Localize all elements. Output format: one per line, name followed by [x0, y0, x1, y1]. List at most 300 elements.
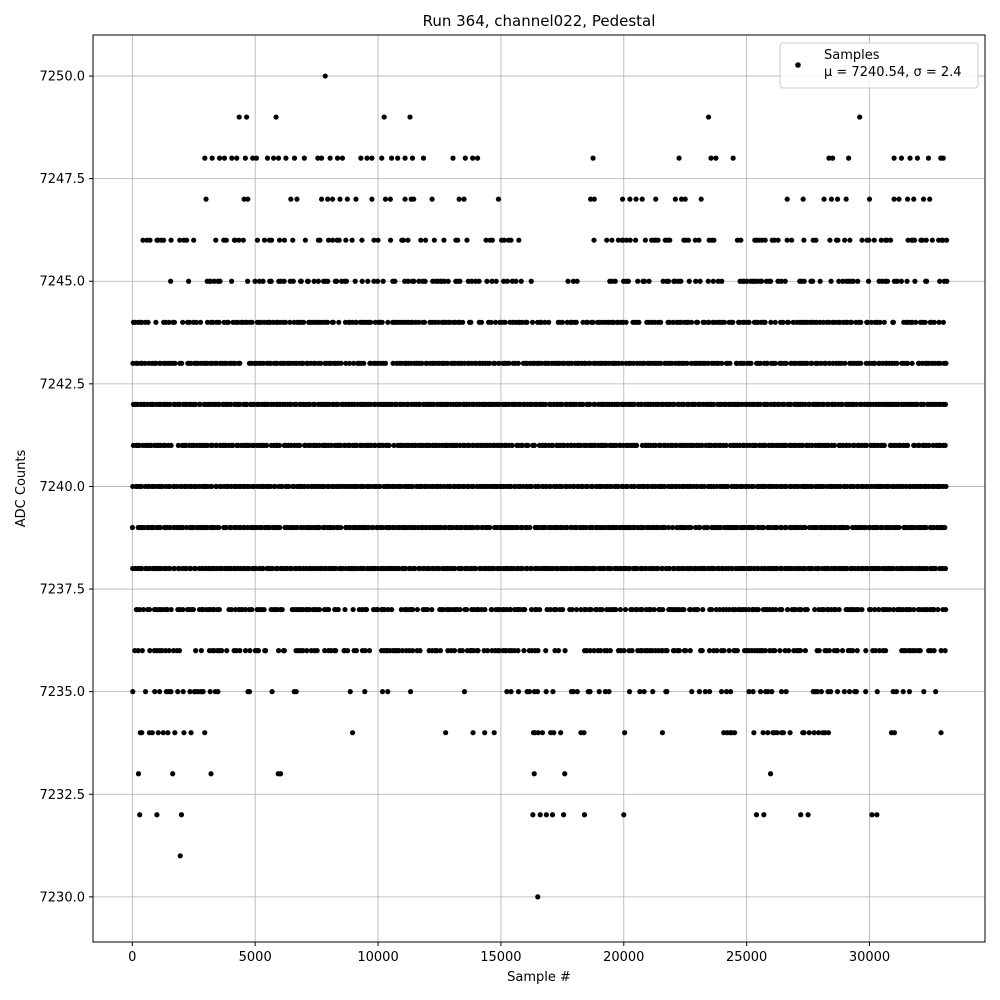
- data-point: [818, 279, 823, 284]
- data-point: [686, 238, 691, 243]
- x-axis-label: Sample #: [507, 970, 571, 985]
- data-point: [516, 238, 521, 243]
- data-point: [213, 238, 218, 243]
- data-point: [410, 607, 415, 612]
- data-point: [516, 361, 521, 366]
- data-point: [550, 689, 555, 694]
- data-point: [786, 648, 791, 653]
- data-point: [664, 689, 669, 694]
- data-point: [658, 320, 663, 325]
- data-point: [643, 238, 648, 243]
- data-point: [894, 689, 899, 694]
- data-point: [488, 320, 493, 325]
- data-point: [829, 197, 834, 202]
- data-point: [271, 156, 276, 161]
- data-point: [216, 320, 221, 325]
- data-point: [395, 156, 400, 161]
- data-point: [237, 114, 242, 119]
- data-point: [842, 361, 847, 366]
- data-point: [496, 197, 501, 202]
- data-point: [410, 648, 415, 653]
- data-point: [708, 156, 713, 161]
- data-point: [529, 279, 534, 284]
- data-point: [365, 279, 370, 284]
- data-point: [560, 320, 565, 325]
- data-point: [941, 156, 946, 161]
- data-point: [461, 197, 466, 202]
- data-point: [575, 279, 580, 284]
- data-point: [944, 238, 949, 243]
- data-point: [527, 525, 532, 530]
- data-point: [858, 361, 863, 366]
- data-point: [719, 689, 724, 694]
- data-point: [640, 197, 645, 202]
- data-point: [891, 197, 896, 202]
- data-point: [858, 320, 863, 325]
- data-point: [773, 320, 778, 325]
- data-point: [560, 607, 565, 612]
- data-point: [606, 689, 611, 694]
- y-tick-label: 7230.0: [39, 890, 85, 906]
- data-point: [255, 238, 260, 243]
- data-point: [350, 238, 355, 243]
- data-point: [943, 361, 948, 366]
- data-point: [382, 114, 387, 119]
- data-point: [482, 607, 487, 612]
- data-point: [798, 812, 803, 817]
- data-point: [202, 730, 207, 735]
- data-point: [785, 607, 790, 612]
- data-point: [801, 238, 806, 243]
- data-point: [353, 279, 358, 284]
- data-point: [748, 361, 753, 366]
- data-point: [188, 730, 193, 735]
- legend-series-name: Samples: [824, 48, 880, 63]
- data-point: [282, 238, 287, 243]
- data-point: [236, 238, 241, 243]
- data-point: [245, 279, 250, 284]
- data-point: [859, 607, 864, 612]
- data-point: [627, 689, 632, 694]
- data-point: [706, 114, 711, 119]
- data-point: [905, 361, 910, 366]
- data-point: [700, 607, 705, 612]
- data-point: [330, 238, 335, 243]
- data-point: [380, 689, 385, 694]
- data-point: [216, 525, 221, 530]
- data-point: [660, 607, 665, 612]
- data-point: [779, 689, 784, 694]
- y-tick-label: 7240.0: [39, 479, 85, 495]
- data-point: [650, 689, 655, 694]
- data-point: [452, 648, 457, 653]
- data-point: [277, 525, 282, 530]
- data-point: [429, 607, 434, 612]
- data-point: [468, 320, 473, 325]
- data-point: [687, 279, 692, 284]
- data-point: [316, 279, 321, 284]
- data-point: [208, 771, 213, 776]
- data-point: [540, 730, 545, 735]
- data-point: [222, 156, 227, 161]
- data-point: [810, 279, 815, 284]
- x-tick-label: 5000: [238, 950, 272, 965]
- data-point: [847, 689, 852, 694]
- data-point: [932, 320, 937, 325]
- data-point: [850, 648, 855, 653]
- data-point: [667, 238, 672, 243]
- data-point: [417, 648, 422, 653]
- data-point: [835, 689, 840, 694]
- data-point: [294, 689, 299, 694]
- data-point: [317, 238, 322, 243]
- data-point: [130, 689, 135, 694]
- data-point: [319, 156, 324, 161]
- data-point: [695, 320, 700, 325]
- data-point: [153, 320, 158, 325]
- data-point: [415, 607, 420, 612]
- data-point: [304, 648, 309, 653]
- y-tick-label: 7250.0: [39, 69, 85, 85]
- data-point: [827, 238, 832, 243]
- data-point: [169, 443, 174, 448]
- data-point: [677, 648, 682, 653]
- data-point: [732, 730, 737, 735]
- data-point: [905, 197, 910, 202]
- data-point: [882, 443, 887, 448]
- data-point: [485, 648, 490, 653]
- data-point: [470, 156, 475, 161]
- data-point: [294, 197, 299, 202]
- data-point: [277, 238, 282, 243]
- data-point: [885, 279, 890, 284]
- data-point: [524, 320, 529, 325]
- data-point: [184, 238, 189, 243]
- data-point: [738, 238, 743, 243]
- data-point: [157, 689, 162, 694]
- data-point: [869, 812, 874, 817]
- data-point: [438, 648, 443, 653]
- data-point: [303, 238, 308, 243]
- data-point: [904, 279, 909, 284]
- data-point: [761, 812, 766, 817]
- data-point: [367, 648, 372, 653]
- data-point: [688, 648, 693, 653]
- data-point: [646, 279, 651, 284]
- data-point: [842, 689, 847, 694]
- data-point: [249, 320, 254, 325]
- data-point: [482, 730, 487, 735]
- data-point: [306, 279, 311, 284]
- data-point: [175, 689, 180, 694]
- data-point: [241, 238, 246, 243]
- data-point: [401, 238, 406, 243]
- data-point: [805, 607, 810, 612]
- data-point: [383, 197, 388, 202]
- data-point: [411, 197, 416, 202]
- data-point: [525, 443, 530, 448]
- data-point: [872, 238, 877, 243]
- data-point: [247, 689, 252, 694]
- data-point: [490, 238, 495, 243]
- data-point: [835, 648, 840, 653]
- data-point: [842, 238, 847, 243]
- data-point: [826, 730, 831, 735]
- data-point: [629, 648, 634, 653]
- data-point: [387, 443, 392, 448]
- data-point: [208, 689, 213, 694]
- data-point: [277, 443, 282, 448]
- data-point: [784, 361, 789, 366]
- data-point: [635, 279, 640, 284]
- data-point: [550, 812, 555, 817]
- data-point: [156, 730, 161, 735]
- data-point: [411, 279, 416, 284]
- data-point: [840, 648, 845, 653]
- data-point: [210, 156, 215, 161]
- data-point: [348, 689, 353, 694]
- data-point: [319, 197, 324, 202]
- data-point: [599, 607, 604, 612]
- data-point: [361, 361, 366, 366]
- data-point: [613, 607, 618, 612]
- data-point: [375, 238, 380, 243]
- data-point: [345, 648, 350, 653]
- data-point: [698, 279, 703, 284]
- data-point: [146, 320, 151, 325]
- data-point: [896, 197, 901, 202]
- data-point: [551, 730, 556, 735]
- data-point: [907, 689, 912, 694]
- data-point: [338, 525, 343, 530]
- data-point: [215, 689, 220, 694]
- data-point: [783, 279, 788, 284]
- data-point: [234, 156, 239, 161]
- data-point: [502, 320, 507, 325]
- data-point: [845, 525, 850, 530]
- y-tick-label: 7247.5: [39, 172, 85, 188]
- data-point: [402, 197, 407, 202]
- data-point: [519, 279, 524, 284]
- data-point: [652, 607, 657, 612]
- data-point: [932, 648, 937, 653]
- data-point: [773, 361, 778, 366]
- data-point: [697, 525, 702, 530]
- data-point: [915, 156, 920, 161]
- data-point: [695, 607, 700, 612]
- data-point: [589, 607, 594, 612]
- data-point: [805, 812, 810, 817]
- data-point: [697, 689, 702, 694]
- data-point: [350, 730, 355, 735]
- data-point: [750, 689, 755, 694]
- data-point: [380, 320, 385, 325]
- data-point: [574, 607, 579, 612]
- data-point: [224, 648, 229, 653]
- data-point: [280, 607, 285, 612]
- data-point: [592, 197, 597, 202]
- data-point: [249, 607, 254, 612]
- data-point: [179, 361, 184, 366]
- data-point: [562, 648, 567, 653]
- data-point: [368, 320, 373, 325]
- data-point: [345, 197, 350, 202]
- data-point: [665, 648, 670, 653]
- data-point: [762, 320, 767, 325]
- data-point: [265, 156, 270, 161]
- y-tick-label: 7232.5: [39, 787, 85, 803]
- data-point: [857, 114, 862, 119]
- data-point: [254, 156, 259, 161]
- data-point: [515, 648, 520, 653]
- legend-marker-icon: [795, 62, 801, 68]
- data-point: [198, 320, 203, 325]
- data-point: [827, 648, 832, 653]
- data-point: [510, 443, 515, 448]
- data-point: [441, 238, 446, 243]
- data-point: [535, 648, 540, 653]
- data-point: [484, 279, 489, 284]
- data-point: [786, 320, 791, 325]
- data-point: [681, 607, 686, 612]
- data-point: [597, 689, 602, 694]
- data-point: [855, 648, 860, 653]
- y-tick-label: 7245.0: [39, 274, 85, 290]
- data-point: [335, 156, 340, 161]
- data-point: [301, 320, 306, 325]
- data-point: [561, 812, 566, 817]
- data-point: [217, 279, 222, 284]
- data-point: [408, 689, 413, 694]
- data-point: [713, 156, 718, 161]
- data-point: [358, 156, 363, 161]
- data-point: [943, 402, 948, 407]
- data-point: [912, 238, 917, 243]
- data-point: [863, 648, 868, 653]
- data-point: [844, 197, 849, 202]
- data-point: [636, 320, 641, 325]
- data-point: [867, 197, 872, 202]
- data-point: [562, 771, 567, 776]
- data-point: [754, 812, 759, 817]
- data-point: [423, 238, 428, 243]
- data-point: [450, 156, 455, 161]
- data-point: [470, 730, 475, 735]
- data-point: [199, 648, 204, 653]
- data-point: [781, 730, 786, 735]
- data-point: [888, 238, 893, 243]
- data-point: [618, 607, 623, 612]
- y-tick-label: 7242.5: [39, 377, 85, 393]
- data-point: [487, 525, 492, 530]
- data-point: [282, 279, 287, 284]
- data-point: [855, 279, 860, 284]
- data-point: [535, 894, 540, 899]
- data-point: [325, 197, 330, 202]
- data-point: [147, 238, 152, 243]
- data-point: [522, 607, 527, 612]
- data-point: [247, 648, 252, 653]
- data-point: [581, 730, 586, 735]
- data-point: [243, 156, 248, 161]
- data-point: [140, 648, 145, 653]
- data-point: [217, 607, 222, 612]
- data-point: [623, 320, 628, 325]
- data-point: [405, 238, 410, 243]
- data-point: [696, 238, 701, 243]
- data-point: [832, 443, 837, 448]
- data-point: [326, 607, 331, 612]
- data-point: [325, 279, 330, 284]
- data-point: [863, 689, 868, 694]
- data-point: [202, 156, 207, 161]
- data-point: [342, 607, 347, 612]
- data-point: [191, 607, 196, 612]
- data-point: [460, 648, 465, 653]
- data-point: [245, 197, 250, 202]
- data-point: [181, 689, 186, 694]
- data-point: [828, 279, 833, 284]
- data-point: [798, 648, 803, 653]
- data-point: [575, 689, 580, 694]
- data-point: [283, 156, 288, 161]
- data-point: [882, 320, 887, 325]
- data-point: [802, 279, 807, 284]
- data-point: [923, 320, 928, 325]
- data-point: [260, 279, 265, 284]
- data-point: [186, 279, 191, 284]
- data-point: [492, 730, 497, 735]
- data-point: [446, 279, 451, 284]
- data-point: [527, 689, 532, 694]
- data-point: [899, 279, 904, 284]
- data-point: [369, 197, 374, 202]
- data-point: [883, 648, 888, 653]
- data-point: [623, 607, 628, 612]
- data-point: [344, 279, 349, 284]
- data-point: [846, 156, 851, 161]
- data-point: [591, 238, 596, 243]
- data-point: [292, 156, 297, 161]
- data-point: [772, 648, 777, 653]
- data-point: [150, 730, 155, 735]
- data-point: [683, 197, 688, 202]
- data-point: [203, 197, 208, 202]
- data-point: [273, 114, 278, 119]
- data-point: [918, 648, 923, 653]
- data-point: [866, 238, 871, 243]
- data-point: [892, 730, 897, 735]
- data-point: [168, 689, 173, 694]
- data-point: [722, 320, 727, 325]
- x-tick-label: 30000: [848, 950, 891, 965]
- data-point: [763, 238, 768, 243]
- x-tick-label: 20000: [603, 950, 645, 965]
- data-point: [891, 156, 896, 161]
- data-point: [930, 238, 935, 243]
- data-point: [505, 279, 510, 284]
- data-point: [785, 197, 790, 202]
- data-point: [219, 648, 224, 653]
- data-point: [943, 607, 948, 612]
- data-point: [354, 648, 359, 653]
- data-point: [388, 197, 393, 202]
- data-point: [167, 648, 172, 653]
- data-point: [821, 197, 826, 202]
- data-point: [388, 238, 393, 243]
- data-point: [653, 197, 658, 202]
- data-point: [784, 689, 789, 694]
